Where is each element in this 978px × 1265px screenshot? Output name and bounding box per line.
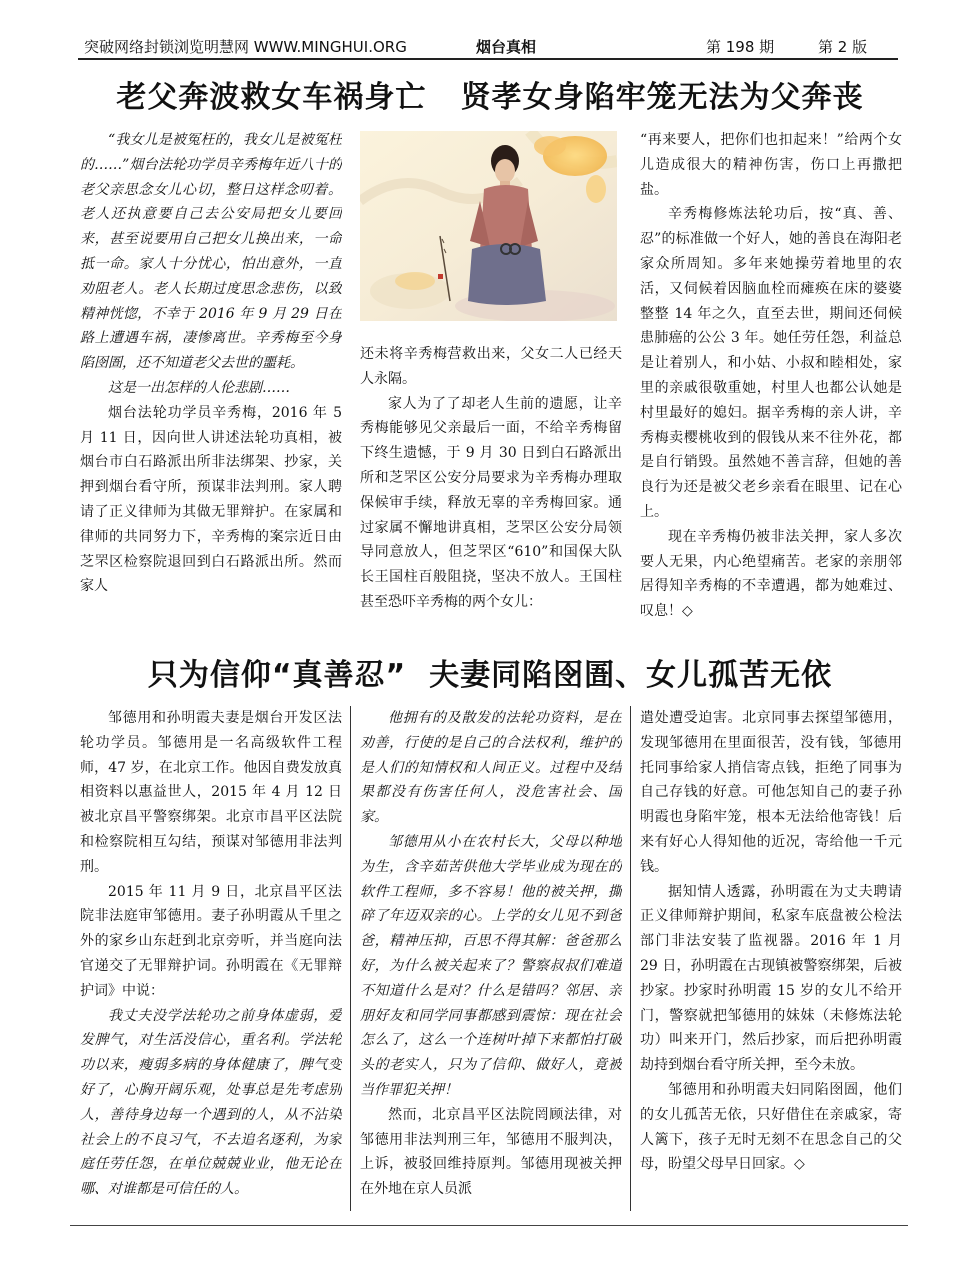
article1-paragraph: “再来要人，把你们也扣起来！”给两个女儿造成很大的精神伤害，伤口上再撒把盐。 (640, 132, 902, 198)
article1-paragraph: 烟台法轮功学员辛秀梅，2016 年 5 月 11 日，因向世人讲述法轮功真相，被烟台市白石路派出所非法绑架、抄家，关押到烟台看守所，预谋非法判刑。家人聘请了正义律师为其做无罪辩护。在家属和律师的共同努力下，辛秀梅的案宗近日由芝罘区检察院退回到白石路派出所。然而家人 (80, 404, 342, 595)
header-page-number: 第 2 版 (818, 38, 868, 56)
footer-rule (70, 1225, 908, 1226)
header-website-text: 突破网络封锁浏览明慧网 WWW.MINGHUI.ORG (84, 38, 407, 56)
article2-paragraph: 据知情人透露，孙明霞在为丈夫聘请正义律师辩护期间，私家车底盘被公检法部门非法安装了监视器。2016 年 1 月 29 日，孙明霞在古现镇被警察绑架，后被抄家。抄家时孙明霞 15 岁的女儿不给开门，警察就把邹德用的妹妹（未修炼法轮功）叫来开门，然后抄家，而后把孙明霞劫持到烟台看守所关押，至今未放。 (640, 883, 902, 1074)
article1-paragraph: 现在辛秀梅仍被非法关押，家人多次要人无果，内心绝望痛苦。老家的亲朋邻居得知辛秀梅的不幸遭遇，都为她难过、叹息！◇ (640, 528, 902, 620)
article1-paragraph: 还未将辛秀梅营救出来，父女二人已经天人永隔。 (360, 346, 622, 387)
article1-paragraph: 辛秀梅修炼法轮功后，按“真、善、忍”的标准做一个好人，她的善良在海阳老家众所周知。多年来她操劳着地里的农活，又伺候着因脑血栓而瘫痪在床的婆婆整整 14 年之久，直至去世，期间还伺候患肺癌的公公 3 年。她任劳任怨，利益总是让着别人，和小姑、小叔和睦相处，家里的亲戚很敬重她，村里人也都公认她是村里最好的媳妇。据辛秀梅的亲人讲，辛秀梅卖樱桃收到的假钱从来不往外花，都是自行销毁。虽然她不善言辞，但她的善良行为还是被父老乡亲看在眼里、记在心上。 (640, 206, 902, 520)
header-issue-number: 第 198 期 (706, 38, 775, 56)
article1-title: 老父奔波救女车祸身亡 贤孝女身陷牢笼无法为父奔丧 (116, 80, 864, 115)
page-header (78, 34, 898, 60)
article-painting (360, 131, 617, 321)
article2-quote-paragraph: 我丈夫没学法轮功之前身体虚弱，爱发脾气，对生活没信心，重名利。学法轮功以来，瘦弱多病的身体健康了，脾气变好了，心胸开阔乐观，处事总是先考虑别人，善待身边每一个遇到的人，从不沾染社会上的不良习气，不去追名逐利，为家庭任劳任怨，在单位兢兢业业，他无论在哪、对谁都是可信任的人。 (80, 1007, 342, 1198)
article1-paragraph: 家人为了了却老人生前的遗愿，让辛秀梅能够见父亲最后一面，不给辛秀梅留下终生遗憾，于 9 月 30 日到白石路派出所和芝罘区公安分局要求为辛秀梅办理取保候审手续，释放无辜的辛秀梅回家。通过家属不懈地讲真相，芝罘区公安分局领导同意放人，但芝罘区“610”和国保大队长王国柱百般阻挠，坚决不放人。王国柱甚至恐吓辛秀梅的两个女儿： (360, 395, 622, 610)
article2-title: 只为信仰“真善忍” 夫妻同陷囹圄、女儿孤苦无依 (147, 658, 833, 693)
article2-column-3 (640, 706, 902, 1216)
article2-paragraph: 遣处遭受迫害。北京同事去探望邹德用，发现邹德用在里面很苦，没有钱，邹德用托同事给家人捎信寄点钱，拒绝了同事为自己存钱的好意。可他怎知自己的妻子孙明霞也身陷牢笼，根本无法给他寄钱！后来有好心人得知他的近况，寄给他一千元钱。 (640, 710, 902, 875)
header-publication-name: 烟台真相 (476, 38, 537, 56)
article1-column-1 (80, 128, 342, 638)
article1-paragraph: 这是一出怎样的人伦悲剧…… (108, 379, 290, 396)
painting-image (360, 131, 617, 321)
article2-paragraph: 邹德用和孙明霞夫妻是烟台开发区法轮功学员。邹德用是一名高级软件工程师，47 岁，在北京工作。他因自费发放真相资料以惠益世人，2015 年 4 月 12 日被北京昌平警察绑架。北京市昌平区法院和检察院相互勾结，预谋对邹德用非法判刑。 (80, 710, 342, 875)
article1-paragraph: “我女儿是被冤枉的，我女儿是被冤枉的……”烟台法轮功学员辛秀梅年近八十的老父亲思念女儿心切，整日这样念叨着。老人还执意要自己去公安局把女儿要回来，甚至说要用自己把女儿换出来，一命抵一命。家人十分忧心，怕出意外，一直劝阻老人。老人长期过度思念悲伤，以致精神恍惚，不幸于 2016 年 9 月 29 日在路上遭遇车祸，凄惨离世。辛秀梅至今身陷囹圄，还不知道老父去世的噩耗。 (80, 132, 342, 372)
article2-quote-paragraph: 他拥有的及散发的法轮功资料，是在劝善，行使的是自己的合法权利，维护的是人们的知情权和人间正义。过程中及结果都没有伤害任何人，没危害社会、国家。 (360, 710, 622, 826)
article2-paragraph: 2015 年 11 月 9 日，北京昌平区法院非法庭审邹德用。妻子孙明霞从千里之外的家乡山东赶到北京旁听，并当庭向法官递交了无罪辩护词。孙明霞在《无罪辩护词》中说： (80, 883, 342, 999)
article2-column-1 (80, 706, 342, 1216)
column-divider (630, 706, 631, 1211)
article2-paragraph: 然而，北京昌平区法院罔顾法律，对邹德用非法判刑三年，邹德用不服判决，上诉，被驳回维持原判。邹德用现被关押在外地在京人员派 (360, 1106, 622, 1198)
article1-column-2 (360, 342, 622, 638)
article2-paragraph: 邹德用和孙明霞夫妇同陷囹圄，他们的女儿孤苦无依，只好借住在亲戚家，寄人篱下，孩子无时无刻不在思念自己的父母，盼望父母早日回家。◇ (640, 1081, 902, 1173)
column-divider (350, 706, 351, 1211)
article2-column-2 (360, 706, 622, 1216)
article1-column-3 (640, 128, 902, 638)
article2-quote-paragraph: 邹德用从小在农村长大，父母以种地为生，含辛茹苦供他大学毕业成为现在的软件工程师，多不容易！他的被关押，撕碎了年迈双亲的心。上学的女儿见不到爸爸，精神压抑，百思不得其解：爸爸那么好，为什么被关起来了？警察叔叔们难道不知道什么是对？什么是错吗？邻居、亲朋好友和同学同事都感到震惊：现在社会怎么了，这么一个连树叶掉下来都怕打破头的老实人，只为了信仰、做好人，竟被当作罪犯关押！ (360, 833, 622, 1098)
